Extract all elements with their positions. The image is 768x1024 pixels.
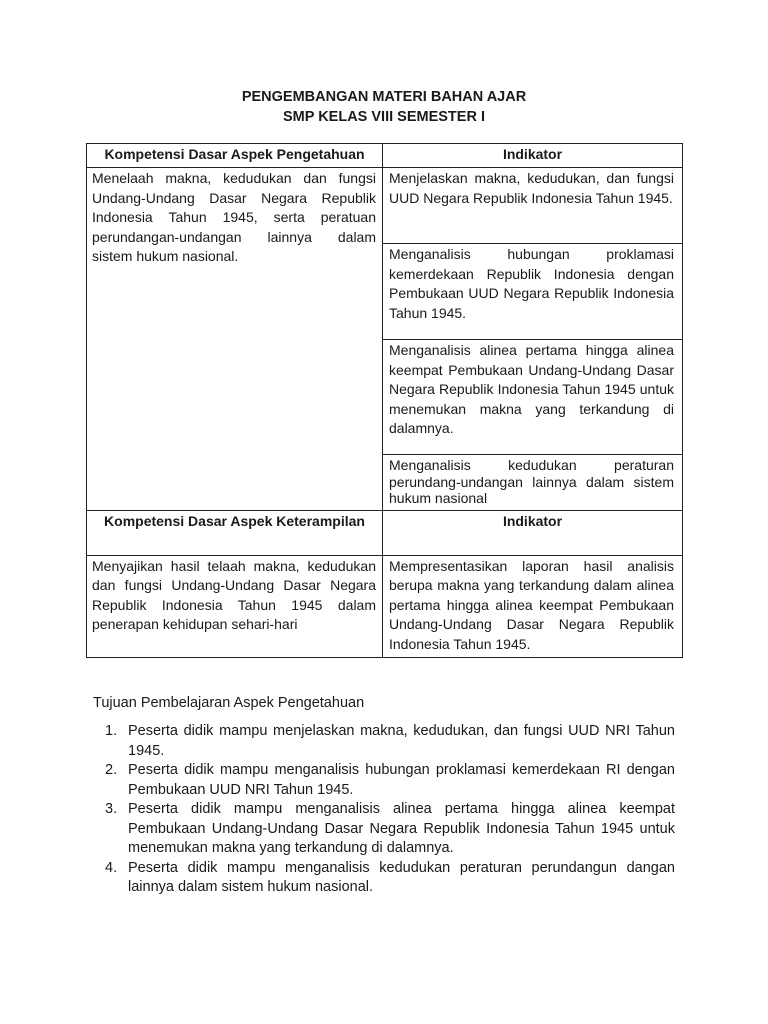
list-item-number: 4. bbox=[105, 859, 118, 876]
skills-header-row bbox=[87, 510, 683, 555]
knowledge-indicator-cell-4 bbox=[383, 455, 683, 511]
list-item-number: 3. bbox=[105, 801, 118, 817]
knowledge-kd-text: Menelaah makna, kedudukan dan fungsi Undang-Undang Dasar Negara Republik Indonesia Tahun 1945, serta peratuan perundangan-undangan lainnya dalam sistem hukum nasional. bbox=[92, 170, 376, 265]
knowledge-header-row bbox=[87, 144, 683, 168]
skills-indicator-header bbox=[383, 510, 683, 555]
list-item-text: Peserta didik mampu menganalisis kedudukan peraturan perundangun dangan lainnya dalam sistem hukum nasional. bbox=[128, 859, 675, 895]
list-item bbox=[93, 859, 675, 898]
knowledge-indicator-cell-1 bbox=[383, 168, 683, 244]
skills-indicator-cell bbox=[383, 555, 683, 657]
knowledge-indicator-header-text: Indikator bbox=[502, 146, 563, 162]
document-title: PENGEMBANGAN MATERI BAHAN AJAR bbox=[241, 89, 527, 105]
knowledge-indicator-cell-2 bbox=[383, 244, 683, 340]
knowledge-kd-header bbox=[87, 144, 383, 168]
knowledge-indicator-1: Menjelaskan makna, kedudukan, dan fungsi UUD Negara Republik Indonesia Tahun 1945. bbox=[389, 170, 674, 206]
list-item-text: Peserta didik mampu menganalisis hubungan proklamasi kemerdekaan RI dengan Pembukaan UUD NRI Tahun 1945. bbox=[128, 762, 675, 798]
skills-kd-header-text: Kompetensi Dasar Aspek Keterampilan bbox=[104, 512, 365, 529]
competency-table bbox=[86, 143, 683, 658]
knowledge-indicator-2: Menganalisis hubungan proklamasi kemerdekaan Republik Indonesia dengan Pembukaan UUD Negara Republik Indonesia Tahun 1945. bbox=[389, 246, 674, 321]
knowledge-indicator-header bbox=[383, 144, 683, 168]
skills-kd-cell bbox=[87, 555, 383, 657]
knowledge-row-1 bbox=[87, 168, 683, 244]
objectives-list bbox=[93, 722, 675, 898]
objectives-heading: Tujuan Pembelajaran Aspek Pengetahuan bbox=[93, 695, 365, 711]
skills-kd-header bbox=[87, 510, 383, 555]
list-item-number: 2. bbox=[105, 762, 118, 778]
knowledge-indicator-3: Menganalisis alinea pertama hingga alinea keempat Pembukaan Undang-Undang Dasar Negara Republik Indonesia Tahun 1945 untuk menemukan makna yang terkandung di dalamnya. bbox=[389, 342, 674, 437]
list-item bbox=[93, 722, 675, 761]
list-item-number: 1. bbox=[105, 723, 118, 739]
list-item bbox=[93, 761, 675, 800]
knowledge-indicator-4: Menganalisis kedudukan peraturan perundang-undangan lainnya dalam sistem hukum nasional bbox=[389, 457, 674, 507]
skills-kd-text: Menyajikan hasil telaah makna, kedudukan dan fungsi Undang-Undang Dasar Negara Republik Indonesia Tahun 1945 dalam penerapan kehidupan sehari-hari bbox=[92, 557, 376, 633]
list-item bbox=[93, 800, 675, 859]
skills-indicator-header-text: Indikator bbox=[502, 512, 563, 529]
list-item-text: Peserta didik mampu menjelaskan makna, kedudukan, dan fungsi UUD NRI Tahun 1945. bbox=[128, 723, 675, 759]
skills-row bbox=[87, 555, 683, 657]
knowledge-kd-header-text: Kompetensi Dasar Aspek Pengetahuan bbox=[104, 146, 365, 162]
skills-indicator: Mempresentasikan laporan hasil analisis berupa makna yang terkandung dalam alinea pertama hingga alinea keempat Pembukaan Undang-Undang Dasar Negara Republik Indonesia Tahun 1945. bbox=[389, 557, 674, 652]
knowledge-indicator-cell-3 bbox=[383, 340, 683, 455]
knowledge-kd-cell bbox=[87, 168, 383, 511]
list-item-text: Peserta didik mampu menganalisis alinea pertama hingga alinea keempat Pembukaan Undang-Undang Dasar Negara Republik Indonesia Tahun 1945 untuk menemukan makna yang terkandung di dalamnya. bbox=[128, 801, 675, 856]
document-subtitle: SMP KELAS VIII SEMESTER I bbox=[283, 109, 485, 125]
